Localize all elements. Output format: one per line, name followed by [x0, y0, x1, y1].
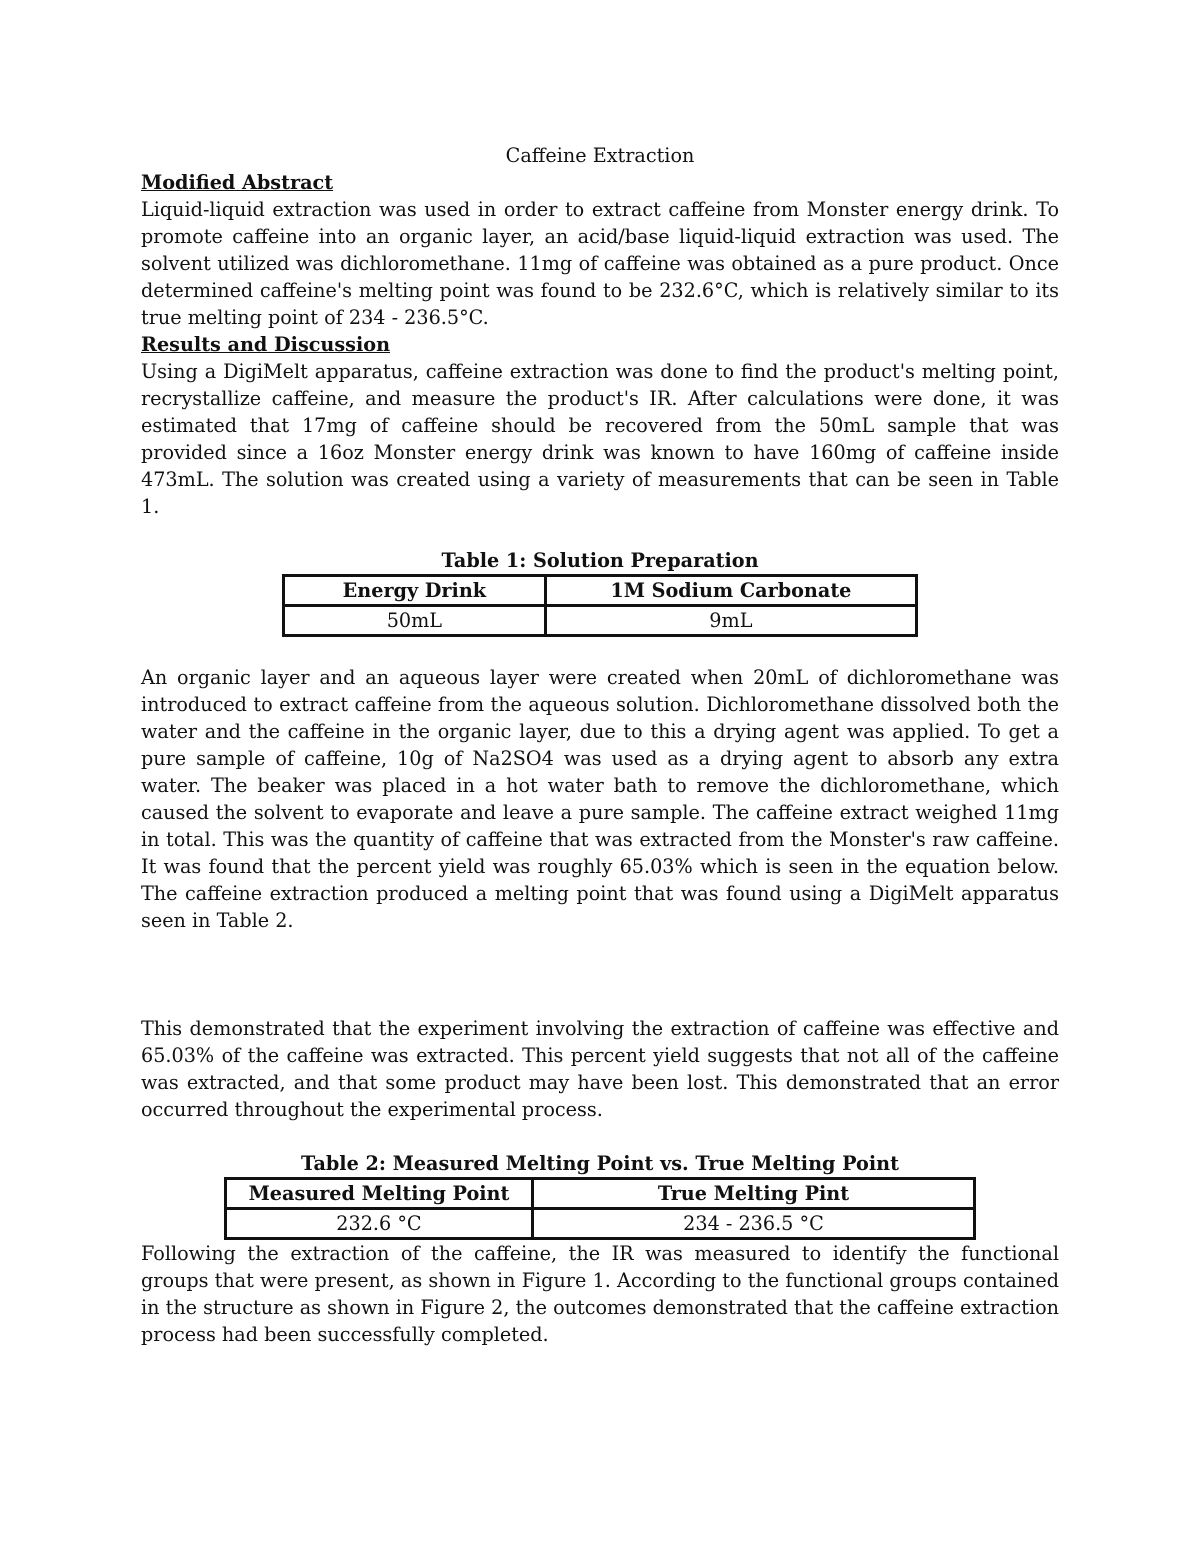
spacer	[141, 1123, 1059, 1150]
results-heading: Results and Discussion	[141, 333, 391, 356]
table-header-row	[284, 576, 917, 606]
abstract-paragraph: Liquid-liquid extraction was used in order to extract caffeine from Monster energy drink. To promote caffeine into an organic layer, an acid/base liquid-liquid extraction was used. The solvent utilized was dichloromethane. 11mg of caffeine was obtained as a pure product. Once determined caffeine's melting point was found to be 232.6°C, which is relatively similar to its true melting point of 234 - 236.5°C.	[141, 198, 1059, 329]
document-page	[141, 142, 1059, 1348]
table-header-cell: Measured Melting Point	[226, 1179, 533, 1209]
table2-caption: Table 2: Measured Melting Point vs. True Melting Point	[301, 1152, 899, 1175]
spacer	[141, 637, 1059, 664]
table-cell: 234 - 236.5 °C	[532, 1209, 974, 1239]
equation-spacer	[141, 934, 1059, 1015]
table-cell: 9mL	[545, 606, 916, 636]
table-header-cell: Energy Drink	[284, 576, 546, 606]
table-row	[226, 1209, 975, 1239]
solution-preparation-table	[282, 574, 918, 637]
results-paragraph-3: This demonstrated that the experiment involving the extraction of caffeine was effective and 65.03% of the caffeine was extracted. This percent yield suggests that not all of the caffeine was extracted, and that some product may have been lost. This demonstrated that an error occurred throughout the experimental process.	[141, 1017, 1059, 1121]
spacer	[141, 520, 1059, 547]
results-paragraph-4: Following the extraction of the caffeine, the IR was measured to identify the functional groups that were present, as shown in Figure 1. According to the functional groups contained in the structure as shown in Figure 2, the outcomes demonstrated that the caffeine extraction process had been successfully completed.	[141, 1242, 1059, 1346]
melting-point-table	[224, 1177, 976, 1240]
results-paragraph-1: Using a DigiMelt apparatus, caffeine extraction was done to find the product's melting point, recrystallize caffeine, and measure the product's IR. After calculations were done, it was estimated that 17mg of caffeine should be recovered from the 50mL sample that was provided since a 16oz Monster energy drink was known to have 160mg of caffeine inside 473mL. The solution was created using a variety of measurements that can be seen in Table 1.	[141, 360, 1059, 518]
table-cell: 232.6 °C	[226, 1209, 533, 1239]
table-header-cell: True Melting Pint	[532, 1179, 974, 1209]
table-cell: 50mL	[284, 606, 546, 636]
results-paragraph-2: An organic layer and an aqueous layer were created when 20mL of dichloromethane was introduced to extract caffeine from the aqueous solution. Dichloromethane dissolved both the water and the caffeine in the organic layer, due to this a drying agent was applied. To get a pure sample of caffeine, 10g of Na2SO4 was used as a drying agent to absorb any extra water. The beaker was placed in a hot water bath to remove the dichloromethane, which caused the solvent to evaporate and leave a pure sample. The caffeine extract weighed 11mg in total. This was the quantity of caffeine that was extracted from the Monster's raw caffeine. It was found that the percent yield was roughly 65.03% which is seen in the equation below. The caffeine extraction produced a melting point that was found using a DigiMelt apparatus seen in Table 2.	[141, 666, 1059, 932]
document-title: Caffeine Extraction	[505, 144, 695, 167]
table-header-row	[226, 1179, 975, 1209]
table1-caption: Table 1: Solution Preparation	[441, 549, 759, 572]
abstract-heading: Modified Abstract	[141, 171, 334, 194]
table-row	[284, 606, 917, 636]
table-header-cell: 1M Sodium Carbonate	[545, 576, 916, 606]
